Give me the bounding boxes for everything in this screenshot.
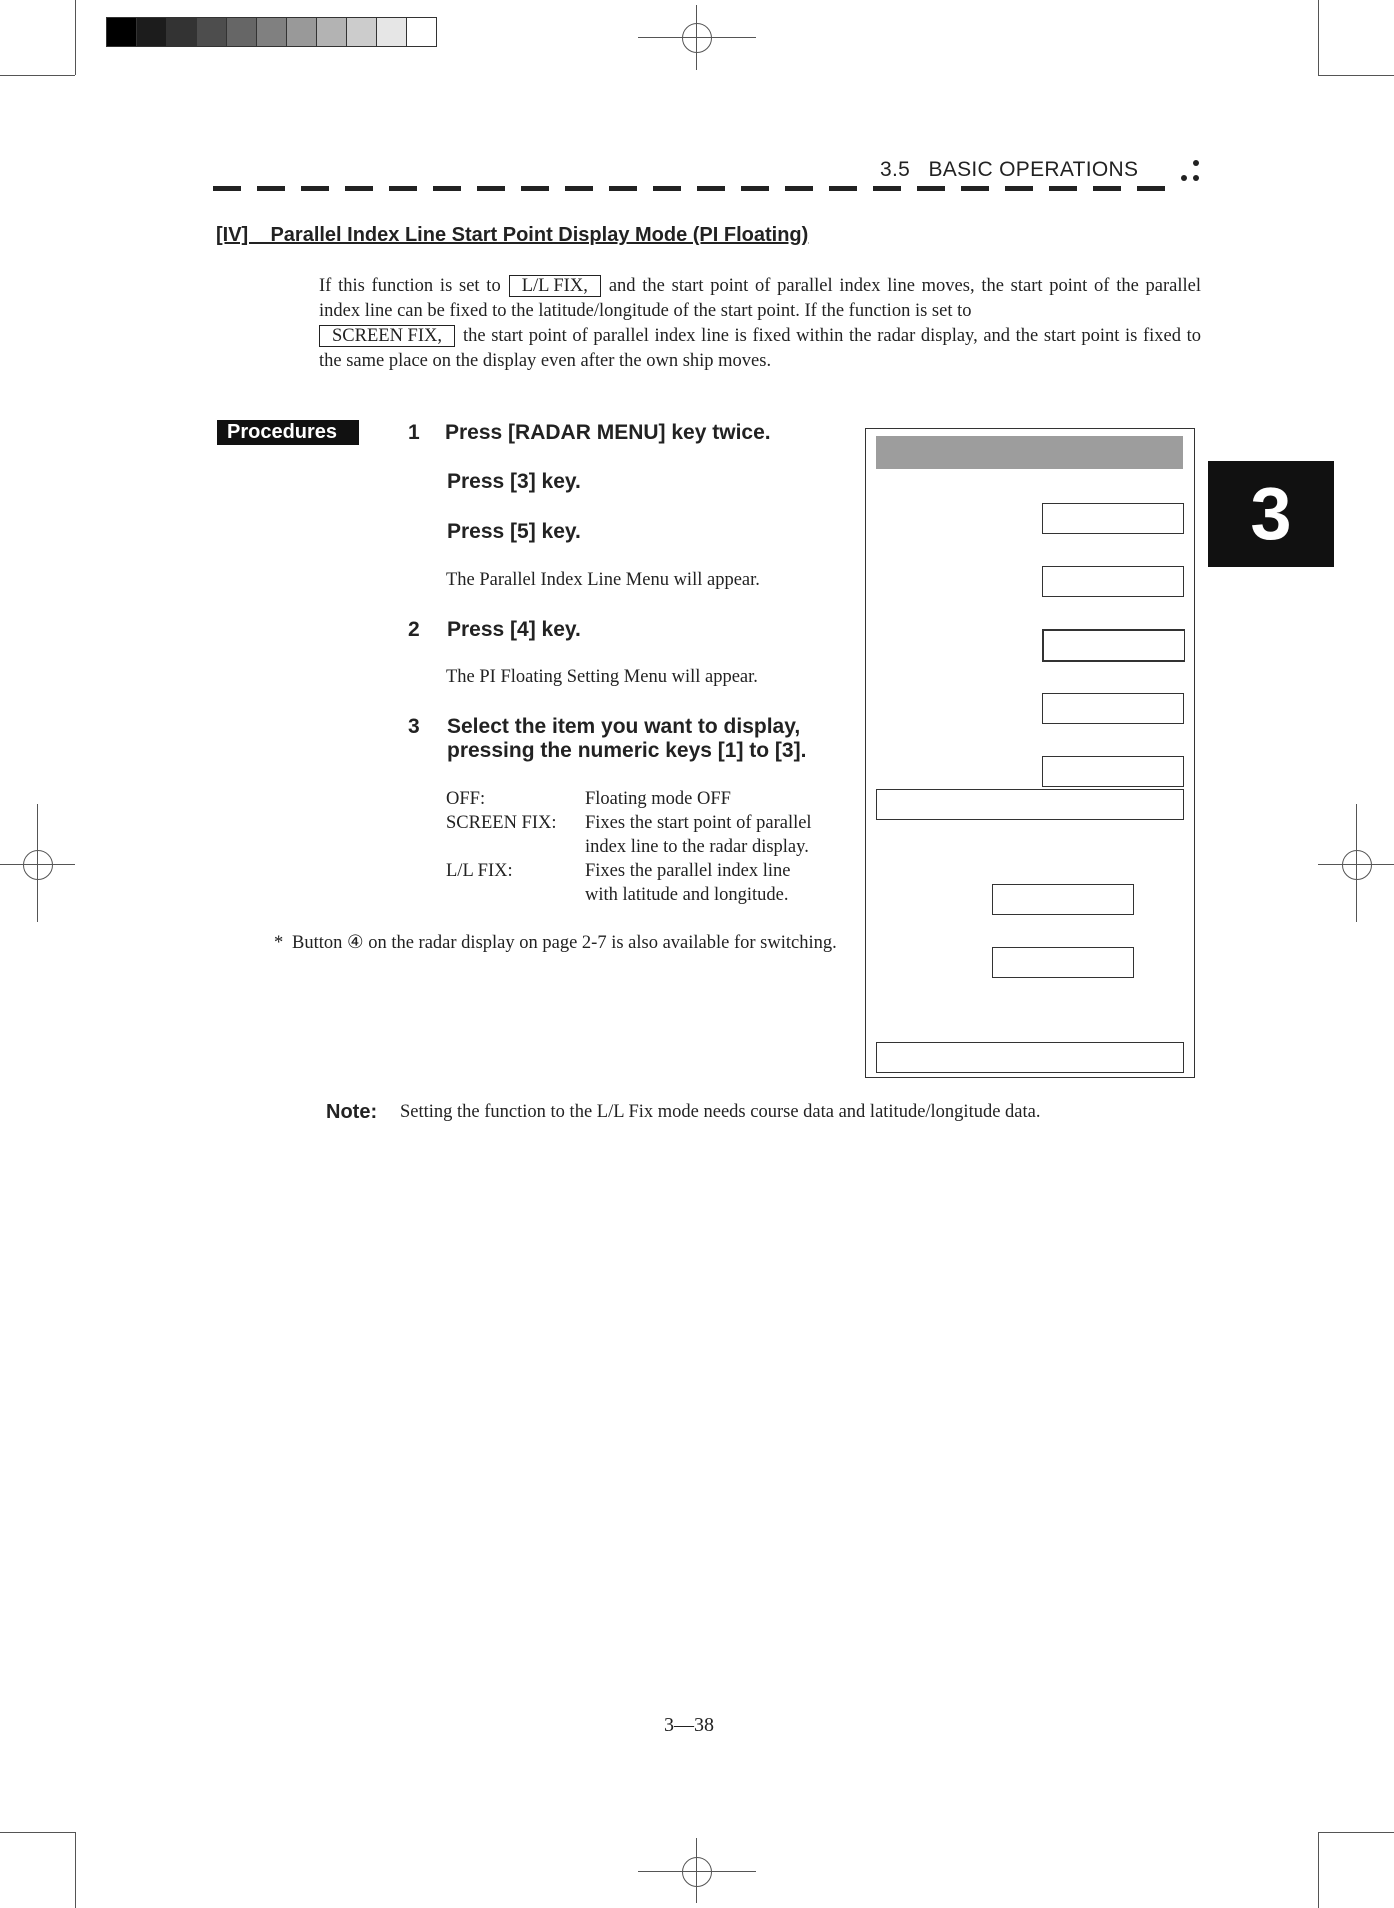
crop-mark-bottom-right-v (1318, 1832, 1319, 1908)
step-1-result: The Parallel Index Line Menu will appear. (446, 570, 760, 590)
gray-swatch (227, 18, 257, 46)
screen-fix-key-label: SCREEN FIX, (319, 325, 455, 347)
intro-text-2: and the start point of parallel index line moves, the start point of the parallel index line can be fixed to the latitude/longitude of the start point. If the function is set to (319, 276, 1202, 321)
menu-submenu-header (876, 789, 1184, 820)
dash-segment (345, 186, 373, 191)
dash-segment (1005, 186, 1033, 191)
gray-swatch (347, 18, 377, 46)
step-3-number: 3 (408, 715, 420, 738)
footnote-star: * (274, 933, 284, 953)
menu-value-box-5 (1042, 756, 1184, 787)
menu-value-box-2 (1042, 566, 1184, 597)
dash-segment (213, 186, 241, 191)
gray-swatch (317, 18, 347, 46)
page-number: 3—38 (664, 1714, 714, 1736)
dash-segment (433, 186, 461, 191)
dash-segment (697, 186, 725, 191)
gray-swatch (377, 18, 407, 46)
menu-value-box-1 (1042, 503, 1184, 534)
crop-mark-top-left-h (0, 75, 75, 76)
dash-segment (917, 186, 945, 191)
dash-segment (829, 186, 857, 191)
gray-swatch (287, 18, 317, 46)
menu-figure (865, 428, 1195, 1078)
crop-mark-bottom-left-v (75, 1832, 76, 1908)
menu-footer-box (876, 1042, 1184, 1073)
dash-segment (873, 186, 901, 191)
dash-segment (609, 186, 637, 191)
dash-segment (1093, 186, 1121, 191)
gray-swatch (107, 18, 137, 46)
dash-segment (653, 186, 681, 191)
option-off-key: OFF: (446, 789, 486, 809)
dash-segment (961, 186, 989, 191)
menu-option-box-1 (992, 884, 1134, 915)
step-1-number: 1 (408, 421, 420, 444)
gray-swatch (197, 18, 227, 46)
option-screen-fix-desc-1: Fixes the start point of parallel (585, 813, 812, 833)
intro-paragraph (319, 274, 1201, 374)
gray-scale-bar (106, 17, 437, 47)
step-1-line-1: Press [RADAR MENU] key twice. (445, 421, 771, 444)
intro-text-1: If this function is set to (319, 276, 501, 296)
dash-segment (1137, 186, 1165, 191)
chapter-tab: 3 (1208, 461, 1334, 567)
procedures-tag: Procedures (217, 420, 359, 445)
ll-fix-key-label: L/L FIX, (509, 275, 601, 297)
intro-text-3: the start point of parallel index line is fixed within the radar display, and the start point is fixed to the same place on the display even after the own ship moves. (319, 326, 1201, 371)
crop-mark-top-left-v (75, 0, 76, 75)
step-1-line-2: Press [3] key. (447, 470, 581, 493)
crop-mark-top-right-h (1318, 75, 1394, 76)
dash-segment (1049, 186, 1077, 191)
step-2-result: The PI Floating Setting Menu will appear. (446, 667, 758, 687)
crop-mark-bottom-right-h (1318, 1832, 1394, 1833)
note-label: Note: (326, 1101, 378, 1123)
option-ll-fix-key: L/L FIX: (446, 861, 513, 881)
dash-segment (521, 186, 549, 191)
step-3-line-2: pressing the numeric keys [1] to [3]. (447, 739, 807, 762)
gray-swatch (167, 18, 197, 46)
dash-segment (477, 186, 505, 191)
dash-segment (741, 186, 769, 191)
section-header-title: 3.5 BASIC OPERATIONS (880, 158, 1139, 181)
step-2-line-1: Press [4] key. (447, 618, 581, 641)
option-off-desc: Floating mode OFF (585, 789, 731, 809)
menu-option-box-2 (992, 947, 1134, 978)
footnote-text: Button ④ on the radar display on page 2-7 is also available for switching. (292, 933, 837, 953)
menu-value-box-4 (1042, 693, 1184, 724)
step-2-number: 2 (408, 618, 420, 641)
step-1-line-3: Press [5] key. (447, 520, 581, 543)
dash-segment (785, 186, 813, 191)
option-screen-fix-desc-2: index line to the radar display. (585, 837, 809, 857)
dash-segment (301, 186, 329, 191)
option-screen-fix-key: SCREEN FIX: (446, 813, 557, 833)
note-text: Setting the function to the L/L Fix mode needs course data and latitude/longitude data. (400, 1102, 1041, 1122)
option-ll-fix-desc-2: with latitude and longitude. (585, 885, 789, 905)
header-dashed-rule (213, 186, 1203, 192)
section-heading: [IV] Parallel Index Line Start Point Display Mode (PI Floating) (216, 224, 809, 246)
option-ll-fix-desc-1: Fixes the parallel index line (585, 861, 791, 881)
crop-mark-bottom-left-h (0, 1832, 75, 1833)
gray-swatch (407, 18, 436, 46)
dash-segment (565, 186, 593, 191)
gray-swatch (137, 18, 167, 46)
dash-segment (257, 186, 285, 191)
menu-value-box-3 (1042, 629, 1185, 662)
crop-mark-top-right-v (1318, 0, 1319, 75)
step-3-line-1: Select the item you want to display, (447, 715, 801, 738)
header-dots-icon (1178, 160, 1202, 184)
menu-title-bar (876, 436, 1183, 469)
gray-swatch (257, 18, 287, 46)
dash-segment (389, 186, 417, 191)
